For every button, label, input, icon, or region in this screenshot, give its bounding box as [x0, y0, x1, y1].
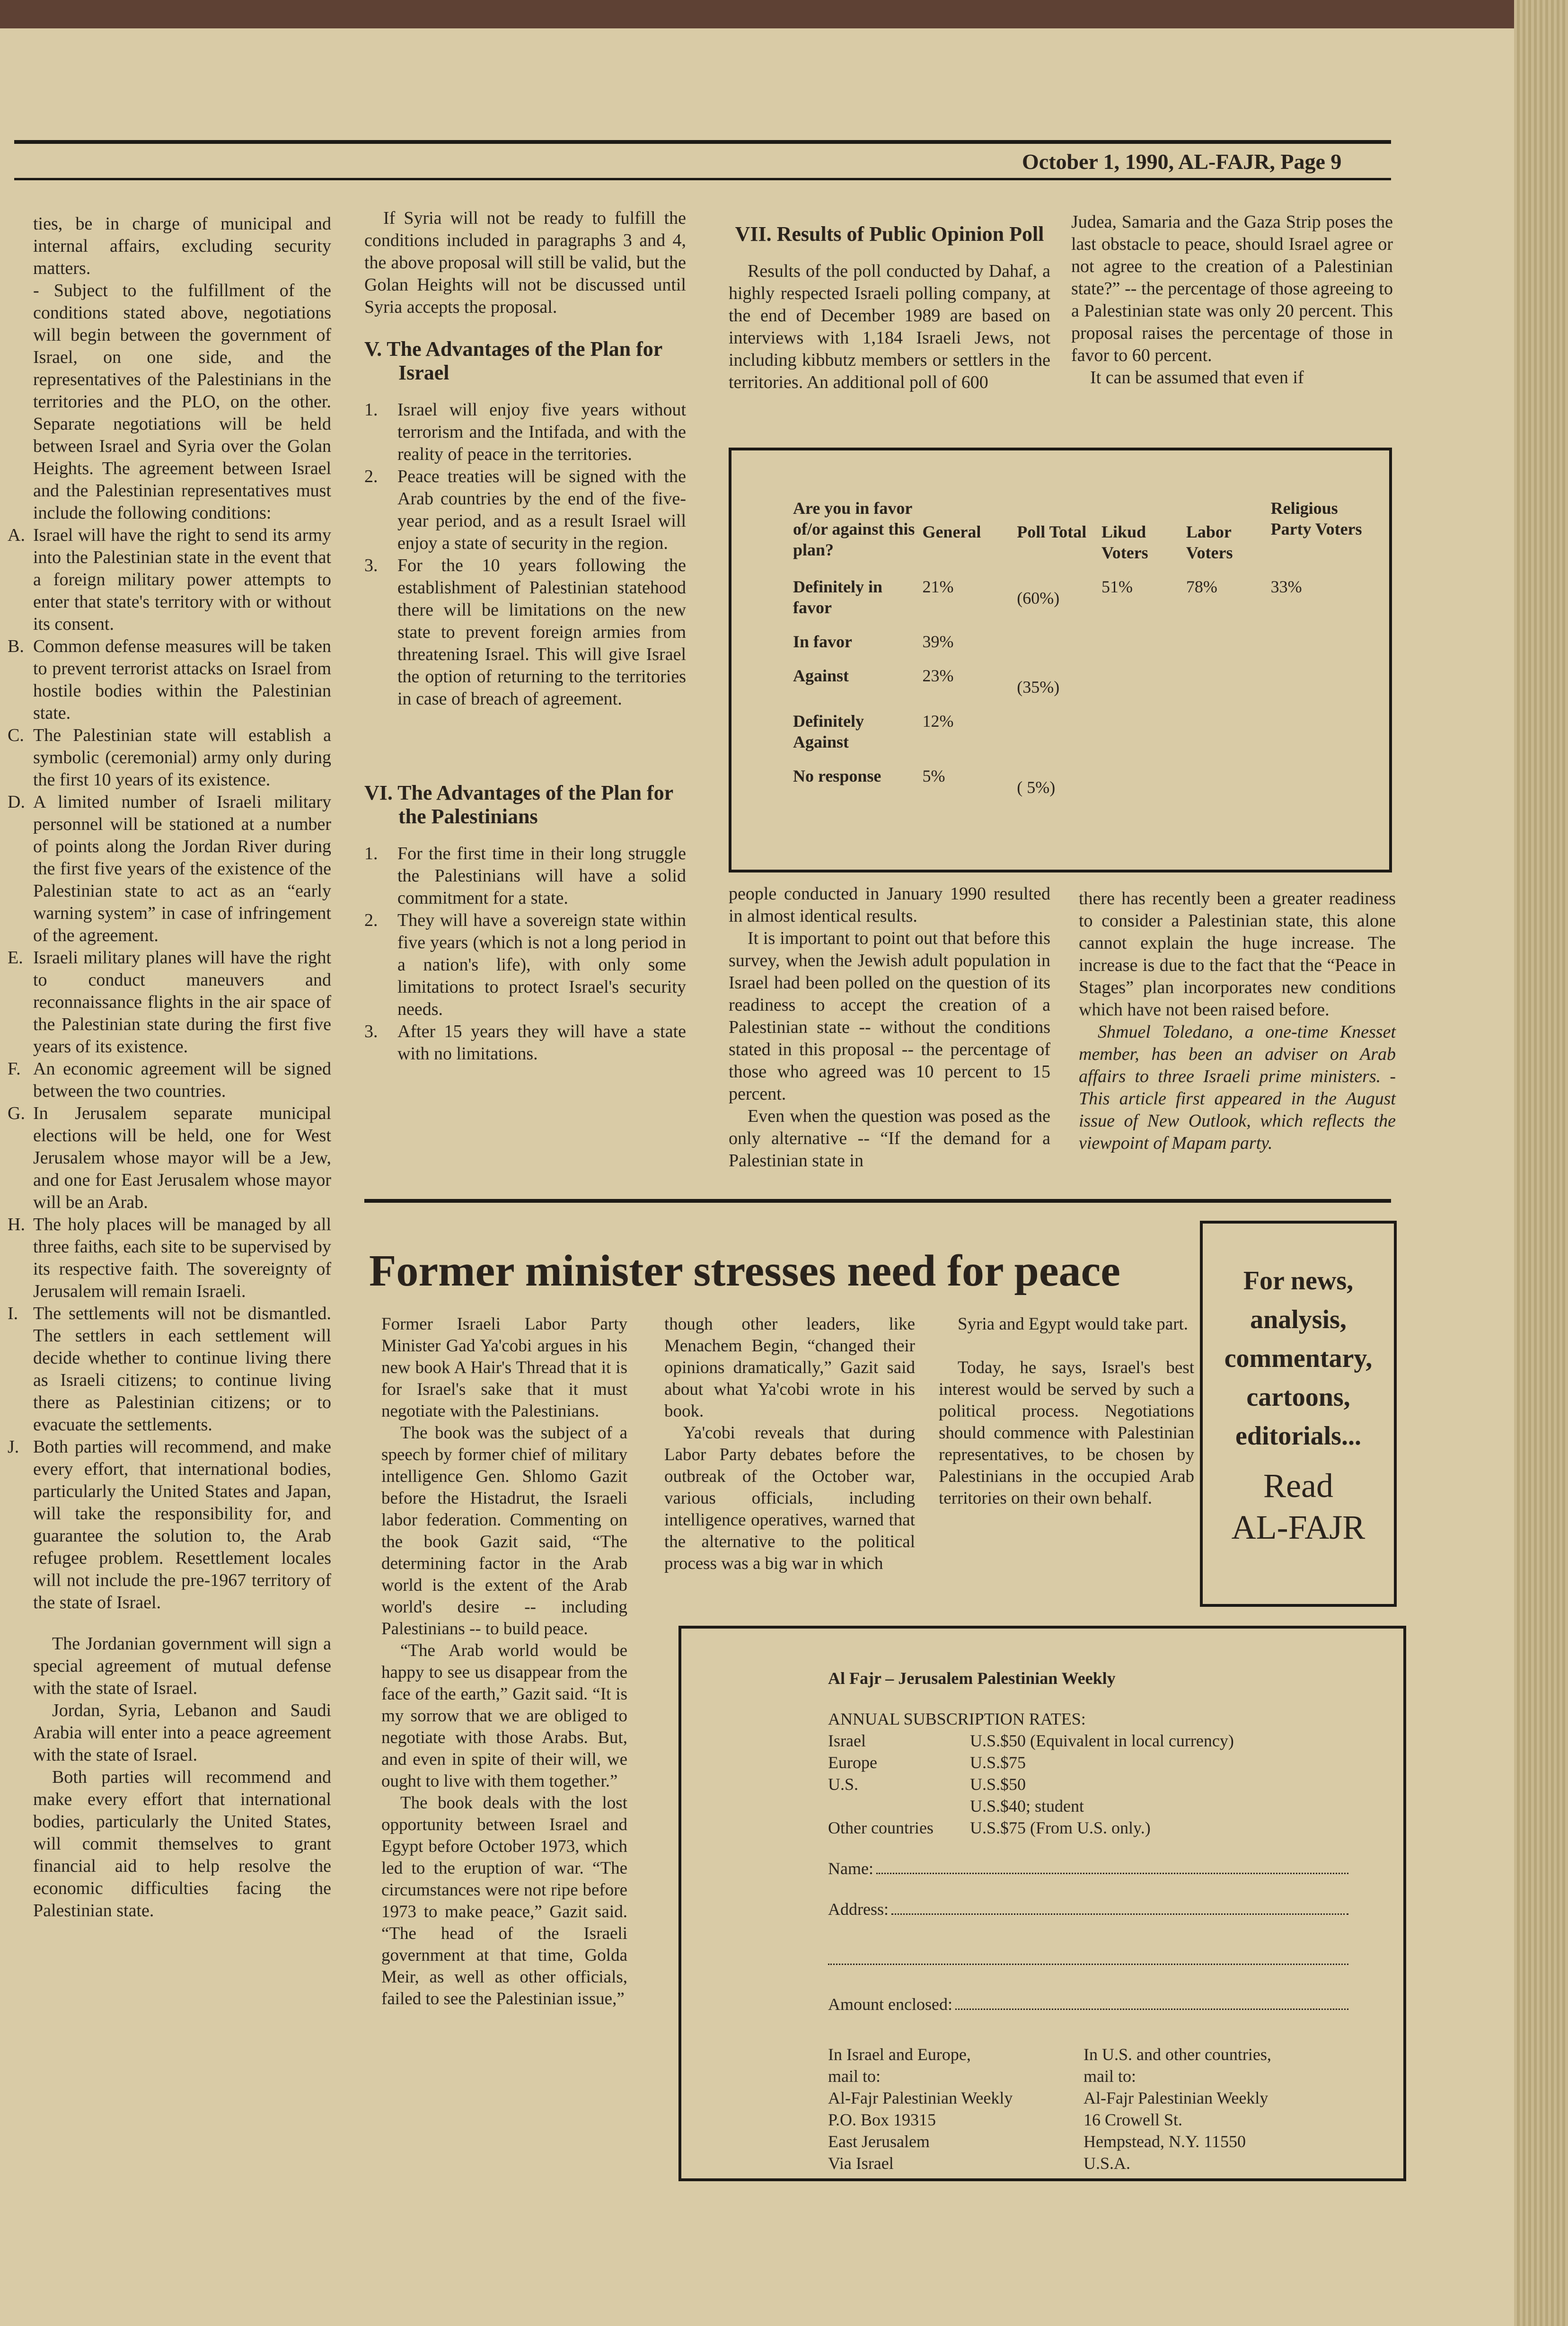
item-number: 1.	[364, 400, 378, 420]
rate-row	[828, 1773, 1348, 1795]
item-number: 1.	[364, 844, 378, 863]
ad-read: Read	[1263, 1467, 1333, 1505]
story-paragraph: though other leaders, like Menachem Begin, “changed their opinions dramatically,” Gazit said about what Ya'cobi wrote in his book.	[664, 1314, 915, 1421]
numbered-item	[364, 555, 686, 710]
poll-cell-likud	[1101, 631, 1186, 665]
condition-letter: H.	[8, 1215, 25, 1234]
col4-top-text: It can be assumed that even if	[1090, 368, 1304, 388]
col3-bottom-text: Even when the question was posed as the only alternative -- “If the demand for a Palestinian state in	[729, 1106, 1050, 1171]
rate-price: U.S.$50 (Equivalent in local currency)	[970, 1731, 1234, 1750]
mail-line: In Israel and Europe,	[828, 2045, 971, 2064]
poll-cell-total: ( 5%)	[1017, 778, 1056, 797]
condition-letter: D.	[8, 792, 25, 812]
col1-paragraph: The Jordanian government will sign a special agreement of mutual defense with the state of Israel.	[33, 1634, 331, 1698]
mail-line: In U.S. and other countries,	[1084, 2045, 1271, 2064]
condition-row	[8, 1102, 331, 1214]
story-paragraph: Today, he says, Israel's best interest would be served by such a political process. Negotiations should commence with Palestinian representatives, to be chosen by Palestinians in the occupied Arab territories on their own behalf.	[939, 1358, 1194, 1508]
condition-letter: I.	[8, 1304, 18, 1323]
item-text: After 15 years they will have a state with no limitations.	[397, 1022, 686, 1064]
poll-cell-religious	[1271, 766, 1370, 811]
col1-intro: ties, be in charge of municipal and internal affairs, excluding security matters.	[33, 214, 331, 278]
poll-cell-general: 5%	[922, 767, 945, 785]
poll-cell-total: (60%)	[1017, 589, 1060, 608]
amount-label: Amount enclosed:	[828, 1995, 952, 2014]
condition-row	[8, 791, 331, 947]
poll-cell-label: Definitely in favor	[793, 577, 882, 617]
numbered-item	[364, 399, 686, 466]
poll-cell-labor	[1186, 665, 1271, 711]
col1-subject: - Subject to the fulfillment of the conditions stated above, negotiations will begin between the government of Israel, on one side, and the representatives of the Palestinians in the territories and the PLO, on the other. Separate negotiations will be held between Israel and Syria over the Golan Heights. The agreement between Israel and the Palestinian representatives must include the following conditions:	[33, 281, 331, 523]
condition-item: The Palestinian state will establish a symbolic (ceremonial) army only during the first 10 years of its existence.	[33, 725, 331, 790]
rate-region: U.S.	[828, 1775, 859, 1794]
poll-header-likud: Likud Voters	[1101, 522, 1148, 562]
condition-item: A limited number of Israeli military personnel will be stationed at a number of points along the Jordan River during the first five years of the existence of the Palestinian state to act as an “early warning system” in case of infringement of the agreement.	[33, 792, 331, 945]
poll-results-box	[729, 448, 1392, 872]
condition-item: The holy places will be managed by all three faiths, each site to be supervised by its respective faith. The sovereignty of Jerusalem will remain Israeli.	[33, 1215, 331, 1301]
story-paragraph: Ya'cobi reveals that during Labor Party debates before the outbreak of the October war, various officials, including intelligence operatives, warned that the alternative to the political process was a big war in which	[664, 1423, 915, 1573]
item-text: For the 10 years following the establishment of Palestinian statehood there will be limitations on the new state to prevent foreign armies from threatening Israel. This will give Israel the option of returning to the territories in case of breach of agreement.	[397, 555, 686, 709]
rate-row	[828, 1795, 1348, 1817]
numbered-item	[364, 909, 686, 1021]
poll-row	[793, 711, 1370, 766]
mail-line: Al-Fajr Palestinian Weekly	[1084, 2088, 1268, 2107]
condition-letter: B.	[8, 636, 24, 656]
poll-cell-label: Definitely Against	[793, 712, 864, 751]
poll-cell-likud: 51%	[1101, 577, 1133, 596]
item-text: They will have a sovereign state within five years (which is not a long period in a nation's life), with only some limitations to protect Israel's security needs.	[397, 910, 686, 1019]
col2-intro: If Syria will not be ready to fulfill the conditions included in paragraphs 3 and 4, the above proposal will still be valid, but the Golan Heights will not be discussed until Syria accepts the proposal.	[364, 208, 686, 317]
story-rule	[364, 1199, 1391, 1203]
book-binding-edge	[1514, 0, 1568, 2326]
condition-letter: G.	[8, 1103, 25, 1123]
numbered-item	[364, 843, 686, 909]
rate-price: U.S.$75 (From U.S. only.)	[970, 1818, 1151, 1837]
address-line[interactable]	[891, 1898, 1348, 1915]
poll-cell-total: (35%)	[1017, 678, 1060, 696]
name-field[interactable]	[828, 1858, 1348, 1879]
rate-region: Europe	[828, 1753, 877, 1772]
condition-row	[8, 1436, 331, 1614]
poll-cell-likud	[1101, 711, 1186, 766]
condition-row	[8, 947, 331, 1058]
section-7-heading: VII. Results of Public Opinion Poll	[735, 222, 1044, 246]
poll-cell-religious	[1271, 711, 1370, 766]
condition-letter: C.	[8, 725, 24, 745]
condition-row	[8, 1214, 331, 1303]
poll-cell-total	[1017, 711, 1101, 766]
condition-item: An economic agreement will be signed between the two countries.	[33, 1059, 331, 1101]
page-dateline: October 1, 1990, AL-FAJR, Page 9	[1022, 150, 1342, 174]
subscription-form-box	[678, 1626, 1406, 2181]
poll-cell-religious: 33%	[1270, 577, 1302, 596]
story-headline: Former minister stresses need for peace	[369, 1246, 1120, 1295]
poll-cell-general: 39%	[922, 632, 954, 651]
numbered-item	[364, 1021, 686, 1065]
mail-line: Hempstead, N.Y. 11550	[1084, 2132, 1246, 2151]
poll-cell-likud	[1101, 665, 1186, 711]
poll-cell-labor	[1186, 631, 1271, 665]
header-rule	[14, 178, 1391, 180]
poll-cell-label: Against	[793, 666, 849, 685]
condition-row	[8, 524, 331, 635]
item-text: Peace treaties will be signed with the Arab countries by the end of the five-year period, and as a result Israel will enjoy a state of security in the region.	[397, 467, 686, 553]
column-4-top	[1071, 211, 1393, 389]
poll-cell-labor: 78%	[1186, 577, 1217, 596]
rate-price: U.S.$75	[970, 1753, 1026, 1772]
column-1	[8, 213, 331, 1922]
col3-top-text: Results of the poll conducted by Dahaf, a highly respected Israeli polling company, at the end of December 1989 are based on interviews with 1,184 Israeli Jews, not including kibbutz members or settlers in the territories. An additional poll of 600	[729, 261, 1050, 392]
story-column-1	[381, 1313, 627, 2010]
story-paragraph: Former Israeli Labor Party Minister Gad Ya'cobi argues in his new book A Hair's Thread that it is for Israel's sake that it must negotiate with the Palestinians.	[381, 1314, 627, 1421]
name-line[interactable]	[876, 1858, 1348, 1874]
story-column-2	[664, 1313, 915, 1575]
condition-letter: F.	[8, 1059, 21, 1079]
poll-row	[793, 766, 1370, 811]
item-number: 3.	[364, 555, 378, 575]
condition-letter: A.	[8, 525, 25, 545]
poll-cell-general: 23%	[922, 666, 954, 685]
col3-bottom-text: people conducted in January 1990 resulted in almost identical results.	[729, 884, 1050, 926]
col4-bottom-text: there has recently been a greater readiness to consider a Palestinian state, this alone cannot explain the huge increase. The increase is due to the fact that the “Peace in Stages” plan incorporates new conditions which have not been raised before.	[1079, 889, 1396, 1020]
condition-item: The settlements will not be dismantled. The settlers in each settlement will decide whether to continue living there as Israeli citizens; to continue living there as Palestinian citizens; or to evacuate the settlements.	[33, 1304, 331, 1435]
poll-cell-label: No response	[793, 767, 881, 785]
poll-header-total: Poll Total	[1017, 522, 1087, 541]
ad-lines	[1203, 1261, 1394, 1455]
address-field[interactable]	[828, 1898, 1348, 1920]
condition-list	[8, 524, 331, 1614]
story-paragraph: The book was the subject of a speech by former chief of military intelligence Gen. Shlomo Gazit before the Histadrut, the Israeli labor federation. Commenting on the book Gazit said, “The determining factor in the Arab world is the extent of the Arab world's desire -- including Palestinians -- to build peace.	[381, 1423, 627, 1639]
mail-line: mail to:	[828, 2067, 881, 2086]
poll-cell-general: 12%	[922, 712, 954, 731]
condition-row	[8, 1058, 331, 1102]
item-number: 2.	[364, 910, 378, 930]
mail-address-us	[1084, 2044, 1339, 2174]
mailing-addresses	[828, 2044, 1348, 2174]
poll-header-religious: Religious Party Voters	[1270, 499, 1362, 538]
condition-item: Common defense measures will be taken to prevent terrorist attacks on Israel from hostile bodies within the Palestinian state.	[33, 636, 331, 723]
item-text: For the first time in their long struggle the Palestinians will have a solid commitment for a state.	[397, 844, 686, 908]
poll-header-labor: Labor Voters	[1186, 522, 1233, 562]
mail-line: Al-Fajr Palestinian Weekly	[828, 2088, 1013, 2107]
story-paragraph: “The Arab world would be happy to see us disappear from the face of the earth,” Gazit said. “It is my sorrow that we are obliged to negotiate with those Arabs. But, and even in spite of their will, we ought to live with them together.”	[381, 1641, 627, 1791]
story-paragraph: Syria and Egypt would take part.	[958, 1314, 1189, 1334]
poll-cell-labor	[1186, 766, 1271, 811]
rate-region	[828, 1795, 970, 1817]
rate-price: U.S.$40; student	[970, 1797, 1084, 1815]
condition-row	[8, 635, 331, 724]
item-number: 3.	[364, 1022, 378, 1041]
poll-row	[793, 631, 1370, 665]
poll-cell-label: In favor	[793, 632, 852, 651]
subscription-title: Al Fajr – Jerusalem Palestinian Weekly	[828, 1669, 1116, 1688]
condition-item: Both parties will recommend, and make every effort, that international bodies, particularly the United States and Japan, will take the responsibility for, and guarantee the solution to, the Arab refugee problem. Resettlement locales will not include the pre-1967 territory of the state of Israel.	[33, 1437, 331, 1612]
poll-cell-total	[1017, 631, 1101, 665]
ad-line: For news,	[1243, 1266, 1354, 1295]
ad-text	[1203, 1261, 1394, 1548]
column-3-bottom	[729, 883, 1050, 1172]
story-paragraph: The book deals with the lost opportunity between Israel and Egypt before October 1973, which led to the eruption of war. “The circumstances were not ripe before 1973 to make peace,” Gazit said. “The head of the Israeli government at that time, Golda Meir, as well as other officials, failed to see the Palestinian issue,”	[381, 1793, 627, 2009]
condition-row	[8, 724, 331, 791]
mail-line: U.S.A.	[1084, 2154, 1131, 2173]
ad-line: analysis,	[1250, 1305, 1347, 1334]
condition-row	[8, 1303, 331, 1436]
rate-row	[828, 1752, 1348, 1773]
col1-paragraph: Both parties will recommend and make every effort that international bodies, particularly the United States, will commit themselves to grant financial aid to help resolve the economic difficulties facing the Palestinian state.	[33, 1767, 331, 1921]
amount-field[interactable]	[828, 1993, 1348, 2015]
section-5-heading: V. The Advantages of the Plan for Israel	[364, 337, 662, 384]
item-number: 2.	[364, 467, 378, 486]
poll-cell-labor	[1186, 711, 1271, 766]
poll-cell-religious	[1271, 665, 1370, 711]
al-fajr-ad-box	[1200, 1221, 1397, 1607]
condition-letter: E.	[8, 948, 23, 968]
address-line-2[interactable]	[828, 1948, 1348, 1965]
rate-row	[828, 1817, 1348, 1839]
ad-line: editorials...	[1235, 1421, 1361, 1451]
mail-line: 16 Crowell St.	[1084, 2110, 1183, 2129]
ad-line: cartoons,	[1246, 1383, 1350, 1412]
rate-region: Israel	[828, 1731, 866, 1750]
column-2	[364, 207, 686, 1065]
author-byline: Shmuel Toledano, a one-time Knesset member, has been an adviser on Arab affairs to three Israeli prime ministers. - This article first appeared in the August issue of New Outlook, which reflects the viewpoint of Mapam party.	[1079, 1022, 1396, 1153]
section-6-list	[364, 843, 686, 1065]
rate-price: U.S.$50	[970, 1775, 1026, 1794]
rate-row	[828, 1730, 1348, 1752]
poll-rows	[793, 576, 1370, 811]
column-4-bottom	[1079, 888, 1396, 1154]
poll-header-question: Are you in favor of/or against this plan?	[793, 499, 915, 559]
story-column-3	[939, 1313, 1194, 1509]
ad-line: commentary,	[1224, 1344, 1373, 1373]
condition-item: Israeli military planes will have the right to conduct maneuvers and reconnaissance flights in the air space of the Palestinian state during the first five years of its existence.	[33, 948, 331, 1057]
address-label: Address:	[828, 1900, 889, 1919]
poll-cell-likud	[1101, 766, 1186, 811]
col4-top-text: Judea, Samaria and the Gaza Strip poses the last obstacle to peace, should Israel agree or not agree to the creation of a Palestinian state?” -- the percentage of those agreeing to a Palestinian state was only 20 percent. This proposal raises the percentage of those in favor to 60 percent.	[1071, 212, 1393, 365]
rates-title: ANNUAL SUBSCRIPTION RATES:	[828, 1709, 1086, 1728]
poll-cell-religious	[1271, 631, 1370, 665]
poll-table	[793, 498, 1370, 811]
section-5-list	[364, 399, 686, 710]
section-6-heading: VI. The Advantages of the Plan for the Palestinians	[364, 781, 673, 828]
item-text: Israel will enjoy five years without terrorism and the Intifada, and with the reality of peace in the territories.	[397, 400, 686, 464]
mail-line: East Jerusalem	[828, 2132, 930, 2151]
condition-letter: J.	[8, 1437, 19, 1457]
column-3-top	[729, 222, 1050, 394]
masthead-rule	[14, 140, 1391, 144]
amount-line[interactable]	[955, 1993, 1348, 2010]
numbered-item	[364, 466, 686, 555]
mail-line: mail to:	[1084, 2067, 1136, 2086]
rate-region: Other countries	[828, 1818, 934, 1837]
poll-header-general: General	[922, 522, 981, 541]
ad-paper-name: AL-FAJR	[1231, 1508, 1365, 1546]
rates-list	[828, 1730, 1348, 1839]
col1-paragraph: Jordan, Syria, Lebanon and Saudi Arabia will enter into a peace agreement with the state of Israel.	[33, 1700, 331, 1765]
poll-cell-general: 21%	[922, 577, 954, 596]
poll-row	[793, 665, 1370, 711]
subscription-form	[828, 1667, 1348, 2174]
condition-item: Israel will have the right to send its army into the Palestinian state in the event that a foreign military power attempts to enter that state's territory with or without its consent.	[33, 525, 331, 634]
name-label: Name:	[828, 1859, 873, 1878]
condition-item: In Jerusalem separate municipal elections will be held, one for West Jerusalem whose mayor will be a Jew, and one for East Jerusalem whose mayor will be an Arab.	[33, 1103, 331, 1212]
poll-row	[793, 576, 1370, 631]
poll-header-row	[793, 498, 1370, 576]
mail-address-israel-europe	[828, 2044, 1084, 2174]
col3-bottom-text: It is important to point out that before this survey, when the Jewish adult population in Israel had been polled on the question of its readiness to accept the creation of a Palestinian state -- without the conditions stated in this proposal -- the percentage of those who agreed was 10 percent to 15 percent.	[729, 928, 1050, 1104]
mail-line: P.O. Box 19315	[828, 2110, 936, 2129]
mail-line: Via Israel	[828, 2154, 894, 2173]
